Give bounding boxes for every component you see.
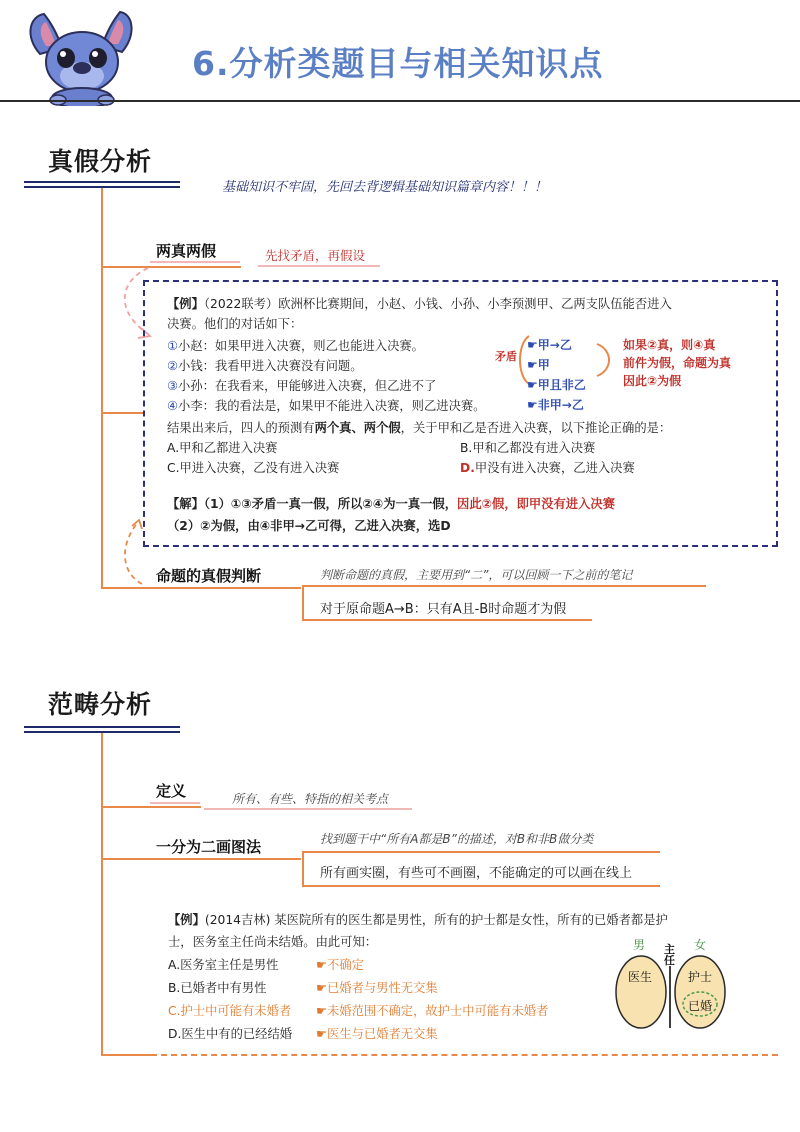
solution-line-2: （2）②为假，由④非甲→乙可得，乙进入决赛，选D xyxy=(167,519,451,533)
example-tag: 【例】 xyxy=(167,297,204,311)
label-nurse: 护士 xyxy=(688,970,713,984)
statement-number: ③ xyxy=(167,379,179,393)
node-note: 所有、有些、特指的相关考点 xyxy=(232,792,389,806)
statement-3 xyxy=(167,376,436,394)
branch-line xyxy=(101,587,301,589)
statement-text: 小赵：如果甲进入决赛，则乙也能进入决赛。 xyxy=(178,339,424,353)
formula-4: ☛非甲→乙 xyxy=(527,398,584,412)
solution-tag: 【解】 xyxy=(167,497,204,511)
branch-connector xyxy=(302,585,304,621)
statement-number: ① xyxy=(167,339,179,353)
statement-number: ② xyxy=(167,359,179,373)
reasoning-note-3: 因此②为假 xyxy=(623,374,682,388)
branch-line xyxy=(101,806,201,808)
node-note: 找到题干中“所有A都是B”的描述，对B和非B做分类 xyxy=(320,832,594,846)
example2-option-a: A.医务室主任是男性 xyxy=(168,958,279,972)
formula-2: ☛甲 xyxy=(527,358,550,372)
node-note: 判断命题的真假，主要用到“二”，可以回顾一下之前的笔记 xyxy=(320,568,633,582)
section-underline xyxy=(24,726,180,733)
example2-answer-c: ☛未婚范围不确定，故护士中可能有未婚者 xyxy=(316,1004,549,1018)
example-text-line2: 决赛。他们的对话如下： xyxy=(167,317,303,331)
note-underline xyxy=(258,265,380,267)
note-underline xyxy=(302,585,706,587)
example2-answer-d: ☛医生与已婚者无交集 xyxy=(316,1027,438,1041)
option-d xyxy=(460,458,635,476)
node-two-part-diagram: 一分为二画图法 xyxy=(156,838,262,856)
solution-conclusion: 因此②假，即甲没有进入决赛 xyxy=(457,497,615,511)
solution-text: （1）①③矛盾一真一假，所以②④为一真一假， xyxy=(203,497,458,511)
formula-1: ☛甲→乙 xyxy=(527,338,572,352)
example-text: (2014吉林) 某医院所有的医生都是男性，所有的护士都是女性，所有的已婚者都是护 xyxy=(204,913,668,927)
section-title-category: 范畴分析 xyxy=(48,690,153,719)
section-underline xyxy=(24,181,180,188)
section-title-true-false: 真假分析 xyxy=(48,147,153,176)
mascot-avatar xyxy=(22,6,142,106)
rule-underline xyxy=(302,885,660,887)
tree-trunk xyxy=(101,733,103,1055)
example-box-true-false xyxy=(143,280,778,547)
note-underline xyxy=(302,851,660,853)
statement-text: 小李：我的看法是，如果甲不能进入决赛，则乙进决赛。 xyxy=(178,399,486,413)
example2-text-line2: 士，医务室主任尚未结婚。由此可知： xyxy=(168,935,378,949)
label-married: 已婚 xyxy=(688,999,713,1013)
statement-4 xyxy=(167,396,485,414)
example-header xyxy=(167,294,672,312)
conflict-label: 矛盾 xyxy=(495,350,517,363)
option-c: C.甲进入决赛，乙没有进入决赛 xyxy=(167,461,340,475)
link-bracket-icon xyxy=(593,340,617,380)
option-a: A.甲和乙都进入决赛 xyxy=(167,441,278,455)
section-end-line xyxy=(101,1054,151,1056)
example2-header xyxy=(168,910,668,928)
reasoning-note-1: 如果②真，则④真 xyxy=(623,338,716,352)
branch-connector xyxy=(302,851,304,887)
result-line xyxy=(167,418,671,436)
rule-statement: 对于原命题A→B：只有A且-B时命题才为假 xyxy=(320,602,567,617)
label-director: 主任 xyxy=(664,943,675,967)
solution-line-1 xyxy=(167,494,615,512)
category-diagram xyxy=(608,936,738,1032)
label-male: 男 xyxy=(633,938,646,952)
branch-line xyxy=(101,858,301,860)
page-title: 6.分析类题目与相关知识点 xyxy=(192,44,604,83)
section-end-dashed-line xyxy=(151,1054,778,1056)
formula-3: ☛甲且非乙 xyxy=(527,378,586,392)
example2-answer-a: ☛不确定 xyxy=(316,958,364,972)
note-underline xyxy=(204,808,412,810)
example2-option-c: C.护士中可能有未婚者 xyxy=(168,1004,292,1018)
stitch-mascot-icon xyxy=(22,6,142,106)
reminder-note: 基础知识不牢固，先回去背逻辑基础知识篇章内容！！！ xyxy=(222,180,548,195)
node-two-true-two-false: 两真两假 xyxy=(156,242,217,260)
node-proposition-truth: 命题的真假判断 xyxy=(156,567,262,585)
rule-statement: 所有画实圈，有些可不画圈，不能确定的可以画在线上 xyxy=(320,866,633,881)
node-underline xyxy=(150,802,200,804)
option-d-letter: D. xyxy=(460,461,475,475)
label-female: 女 xyxy=(694,938,707,952)
result-text: ，关于甲和乙是否进入决赛，以下推论正确的是： xyxy=(400,421,672,435)
result-text: 结果出来后，四人的预测有 xyxy=(167,421,315,435)
node-note: 先找矛盾，再假设 xyxy=(265,248,366,263)
tree-trunk xyxy=(101,188,103,588)
branch-line xyxy=(101,412,143,414)
reasoning-note-2: 前件为假，命题为真 xyxy=(623,356,732,370)
option-d-text: 甲没有进入决赛，乙进入决赛 xyxy=(474,461,635,475)
example2-answer-b: ☛已婚者与男性无交集 xyxy=(316,981,438,995)
example2-option-b: B.已婚者中有男性 xyxy=(168,981,267,995)
header-divider xyxy=(0,100,800,102)
rule-underline xyxy=(302,619,592,621)
node-definition: 定义 xyxy=(156,782,187,800)
statement-2 xyxy=(167,356,363,374)
option-b: B.甲和乙都没有进入决赛 xyxy=(460,441,596,455)
statement-1 xyxy=(167,336,424,354)
result-emphasis: 两个真、两个假 xyxy=(314,421,401,435)
statement-number: ④ xyxy=(167,399,179,413)
label-doctor: 医生 xyxy=(628,970,653,984)
statement-text: 小钱：我看甲进入决赛没有问题。 xyxy=(178,359,363,373)
example2-option-d: D.医生中有的已经结婚 xyxy=(168,1027,293,1041)
example-tag: 【例】 xyxy=(168,913,205,927)
statement-text: 小孙：在我看来，甲能够进入决赛，但乙进不了 xyxy=(178,379,437,393)
example-text: （2022联考）欧洲杯比赛期间，小赵、小钱、小孙、小李预测甲、乙两支队伍能否进入 xyxy=(203,297,672,311)
